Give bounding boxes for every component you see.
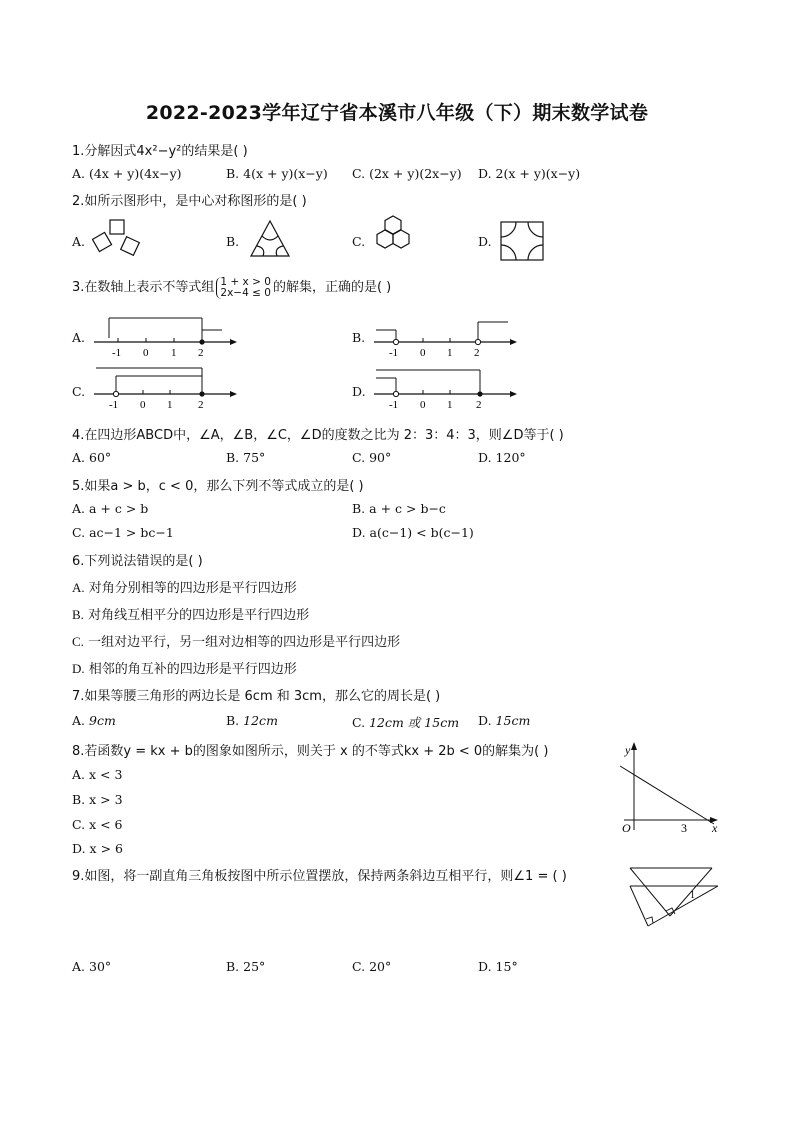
q2-figure-b-triangle (248, 218, 292, 260)
question-7-stem: 7.如果等腰三角形的两边长是 6cm 和 3cm，那么它的周长是( ) (72, 689, 441, 704)
option-letter: D. (478, 166, 492, 181)
x-axis-label: x (712, 821, 718, 835)
q6-option-d (72, 658, 297, 677)
q8-option-b (72, 792, 123, 807)
option-text: 对角分别相等的四边形是平行四边形 (88, 581, 297, 596)
tick-label: 0 (420, 347, 426, 359)
q6-option-a (72, 577, 297, 596)
q9-option-b (226, 959, 265, 974)
y-axis-label: y (625, 743, 631, 757)
option-text: (2x + y)(2x−y) (369, 166, 462, 181)
tick-label: 1 (447, 347, 453, 359)
q7-option-c (352, 713, 459, 731)
question-2-stem: 2.如所示图形中，是中心对称图形的是( ) (72, 194, 307, 209)
option-text: 25° (243, 959, 266, 974)
option-text: 一组对边平行，另一组对边相等的四边形是平行四边形 (88, 635, 401, 650)
option-letter: A. (72, 450, 86, 465)
q1-option-d (478, 166, 580, 181)
q3-option-a-letter: A. (72, 330, 86, 345)
option-letter: A. (72, 166, 86, 181)
q5-option-d (352, 525, 474, 540)
option-text: x > 6 (89, 841, 123, 856)
q8-option-d (72, 841, 123, 856)
q1-option-b (226, 166, 328, 181)
q3-stem-before: 3.在数轴上表示不等式组 (72, 280, 215, 295)
option-text: a + c > b−c (369, 501, 446, 516)
option-text: 15° (495, 959, 518, 974)
q3-number-line-d (370, 362, 520, 412)
question-6-stem: 6.下列说法错误的是( ) (72, 554, 203, 569)
option-letter: D. (72, 841, 86, 856)
option-letter: C. (352, 715, 366, 730)
q3-number-line-a (90, 310, 240, 360)
q6-option-c (72, 631, 400, 650)
inequality-1: 1 + x > 0 (220, 275, 271, 288)
q4-option-b (226, 450, 265, 465)
q4-option-c (352, 450, 391, 465)
inequality-2: 2x−4 ≤ 0 (220, 286, 271, 299)
tick-label: 2 (476, 399, 482, 411)
q6-option-b (72, 604, 309, 623)
option-letter: A. (72, 501, 86, 516)
q2-figure-a-squares (92, 218, 142, 260)
option-letter: C. (352, 450, 366, 465)
option-text: 相邻的角互补的四边形是平行四边形 (88, 662, 297, 677)
option-letter: B. (226, 450, 240, 465)
q8-function-graph (612, 738, 724, 838)
option-text: 120° (495, 450, 526, 465)
option-text: 15cm (495, 713, 531, 728)
q7-option-d (478, 713, 530, 728)
option-text: 12cm 或 15cm (369, 715, 460, 730)
q8-option-c (72, 817, 123, 832)
option-letter: B. (226, 713, 240, 728)
tick-label: 2 (198, 347, 204, 359)
tick-label: 2 (474, 347, 480, 359)
option-text: 60° (89, 450, 112, 465)
option-text: x > 3 (89, 792, 123, 807)
q3-number-line-c (90, 362, 240, 412)
q3-option-d-letter: D. (352, 384, 366, 399)
question-3-stem (72, 276, 391, 299)
option-letter: A. (72, 713, 86, 728)
tick-label: -1 (389, 399, 399, 411)
q3-option-b-letter: B. (352, 330, 366, 345)
option-letter: C. (352, 166, 366, 181)
question-9-stem: 9.如图，将一副直角三角板按图中所示位置摆放，保持两条斜边互相平行，则∠1 = ( ) (72, 869, 567, 884)
option-letter: C. (72, 817, 86, 832)
q3-option-c-letter: C. (72, 384, 86, 399)
option-letter: A. (72, 767, 86, 782)
question-5-stem: 5.如果a > b，c < 0，那么下列不等式成立的是( ) (72, 479, 364, 494)
q2-option-c-letter: C. (352, 234, 366, 249)
tick-label: 1 (447, 399, 453, 411)
option-letter: D. (478, 713, 492, 728)
option-letter: D. (72, 661, 85, 676)
option-letter: D. (478, 959, 492, 974)
option-text: 75° (243, 450, 266, 465)
q9-option-c (352, 959, 391, 974)
option-text: 4(x + y)(x−y) (243, 166, 328, 181)
q3-stem-after: 的解集，正确的是( ) (272, 280, 392, 295)
option-text: 12cm (243, 713, 278, 728)
q8-option-a (72, 767, 122, 782)
q5-option-c (72, 525, 174, 540)
tick-label: 2 (198, 399, 204, 411)
tick-label: -1 (389, 347, 399, 359)
q1-option-a (72, 166, 182, 181)
inequality-system (216, 277, 271, 299)
option-letter: C. (72, 525, 86, 540)
option-letter: B. (72, 792, 86, 807)
q9-triangle-rulers-figure (626, 864, 722, 932)
q2-option-a-letter: A. (72, 234, 86, 249)
option-text: x < 3 (89, 767, 123, 782)
q2-option-b-letter: B. (226, 234, 240, 249)
option-text: a + c > b (89, 501, 149, 516)
q2-figure-d-quarter-circles (498, 220, 546, 262)
q5-option-a (72, 501, 148, 516)
option-letter: B. (352, 501, 366, 516)
q7-option-b (226, 713, 278, 728)
question-1-stem: 1.分解因式4x²−y²的结果是( ) (72, 144, 248, 159)
tick-label: 0 (143, 347, 149, 359)
option-text: 30° (89, 959, 112, 974)
option-letter: C. (72, 634, 84, 649)
q2-option-d-letter: D. (478, 234, 492, 249)
q7-option-a (72, 713, 116, 728)
angle-1-label: 1 (690, 890, 695, 901)
option-letter: A. (72, 959, 86, 974)
option-text: 90° (369, 450, 392, 465)
q9-option-a (72, 959, 111, 974)
option-letter: B. (226, 166, 240, 181)
q2-figure-c-hexagons (370, 214, 416, 262)
option-letter: D. (352, 525, 366, 540)
option-letter: B. (226, 959, 240, 974)
option-letter: B. (72, 607, 84, 622)
question-4-stem: 4.在四边形ABCD中，∠A，∠B，∠C，∠D的度数之比为 2：3：4：3，则∠D等于( ) (72, 428, 564, 443)
tick-label: 1 (167, 399, 173, 411)
q5-option-b (352, 501, 446, 516)
tick-label: 0 (420, 399, 426, 411)
x-intercept-label: 3 (681, 821, 687, 835)
tick-label: -1 (109, 399, 119, 411)
option-text: 对角线互相平分的四边形是平行四边形 (88, 608, 310, 623)
option-text: ac−1 > bc−1 (89, 525, 174, 540)
tick-label: -1 (112, 347, 122, 359)
option-text: (4x + y)(4x−y) (89, 166, 182, 181)
q1-option-c (352, 166, 462, 181)
option-text: 20° (369, 959, 392, 974)
q4-option-a (72, 450, 111, 465)
q4-option-d (478, 450, 526, 465)
tick-label: 1 (171, 347, 177, 359)
origin-label: O (622, 821, 631, 835)
q9-option-d (478, 959, 518, 974)
q3-number-line-b (370, 310, 520, 360)
option-text: x < 6 (89, 817, 123, 832)
option-letter: A. (72, 580, 85, 595)
option-letter: D. (478, 450, 492, 465)
option-text: 9cm (89, 713, 116, 728)
page-title: 2022-2023学年辽宁省本溪市八年级（下）期末数学试卷 (145, 102, 649, 124)
option-text: a(c−1) < b(c−1) (369, 525, 474, 540)
option-text: 2(x + y)(x−y) (495, 166, 581, 181)
tick-label: 0 (140, 399, 146, 411)
question-8-stem: 8.若函数y = kx + b的图象如图所示，则关于 x 的不等式kx + 2b < 0的解集为( ) (72, 744, 549, 759)
option-letter: C. (352, 959, 366, 974)
